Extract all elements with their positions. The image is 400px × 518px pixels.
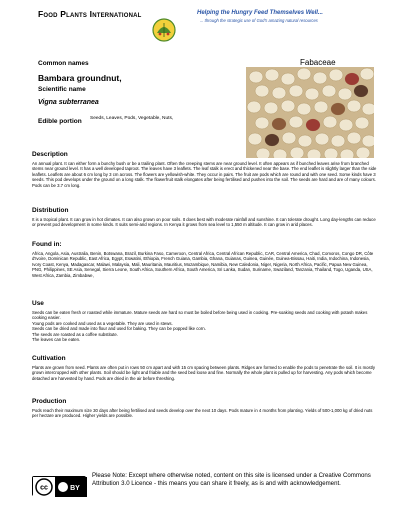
description-text: An annual plant. It can either form a bunchy bush or be a trailing plant. Often the creeping stems are near ground level. It often appears as if bunched leaves arise from branched stems near ground level. It has a well developed taproot. The leaves have 3 leaflets. The leaf stalk is erect and thickened near the base. The end leaflet is slightly larger than the side leaflets. Leaflets are about 6 cm long by 3 cm across. The flowers are yellowish-white. They occur in pairs. The fruit are pods which are round and with one seed. Some kinds have 3 seeds. This pod develops under the ground on a long stalk. The flowerfruit stalk elongates after being fertilised and pushes into the soil. The seeds are hard and are of many colours. Pods can be 3.7 cm long. xyxy=(32,161,377,188)
distribution-text: It is a tropical plant. It can grow in hot climates. It can also grown on poor soils. It does best with moderate rainfall and sunshine. It can tolerate drought. Long day-lengths can reduce or prevent pod development in some kinds. It suits semi-arid regions. In Kenya it grows from sea level to 1,550 m altitude. It can grow in arid places. xyxy=(32,217,376,228)
use-line: Young pods are cooked and used as a vegetable. They are used in stews. xyxy=(32,320,173,326)
use-line: The seeds are roasted as a coffee substitute. xyxy=(32,331,118,337)
cc-by-label: BY xyxy=(70,485,80,492)
license-footer xyxy=(32,472,378,508)
cultivation-text: Plants are grown from seed. Plants are often put in rows 50 cm apart and with 15 cm spacing between plants. Ridges are formed to enable the pods to penetrate the soil. It is mostly grown intercropped with other plants. Soil should be light and friable and the seed bed loose and fine. Normally the whole plant is pulled up for harvesting. Any pods which become detached are harvested by hand. Pods are dried in the air before threshing. xyxy=(32,365,375,381)
edible-portion-label: Edible portion xyxy=(38,118,82,125)
found-in-section xyxy=(32,241,378,278)
cc-label: cc xyxy=(40,484,48,492)
use-line: The leaves can be eaten. xyxy=(32,337,81,343)
use-line: Seeds can be dried and made into flour and used for baking. They can be popped like corn. xyxy=(32,326,206,332)
found-in-text: Africa, Angola, Asia, Australia, Benin, Botswana, Brazil, Burkina Faso, Cameroon, Central Africa, Central African Republic, CAR, Central America, Chad, Comoros, Congo DR, Côte d'Ivoire, Dominican Republic, East Africa, Egypt, Eswatini, Ethiopia, French Guiana, Gambia, Ghana, Guianas, Guinea, Guinée, Guinea-Bissau, Haiti, India, Indochina, Indonesia, Ivory Coast, Kenya, Madagascar, Malawi, Malaysia, Mali, Mauritania, Mauritius, Mozambique, Namibia, New Caledonia, Niger, Nigeria, North Africa, Pacific, Papua New Guinea, PNG, Philippines, SE Asia, Senegal, Sierra Leone, South Africa, Southern Africa, South America, Sri Lanka, Sudan, Suriname, Swaziland, Tanzania, Thailand, Togo, Uganda, USA, West Africa, Zambia, Zimbabwe, xyxy=(32,251,374,278)
seed-photo xyxy=(246,67,374,158)
use-section xyxy=(32,300,378,342)
found-in-heading: Found in: xyxy=(32,241,62,248)
tagline: Helping the Hungry Feed Themselves Well... xyxy=(197,10,323,16)
cultivation-section xyxy=(32,355,378,381)
scientific-name: Vigna subterranea xyxy=(38,99,99,106)
subtagline: ... through the strategic use of God's amazing natural resources xyxy=(200,18,318,23)
brand-title: Food Plants International xyxy=(38,9,142,19)
distribution-section xyxy=(32,207,378,228)
cc-by-icon xyxy=(33,477,87,497)
description-heading: Description xyxy=(32,151,68,158)
cultivation-heading: Cultivation xyxy=(32,355,66,362)
common-name: Bambara groundnut, xyxy=(38,73,122,83)
production-section xyxy=(32,398,378,419)
common-names-label: Common names xyxy=(38,60,89,67)
plant-family: Fabaceae xyxy=(300,58,336,67)
distribution-heading: Distribution xyxy=(32,207,69,214)
bambara-seeds-image xyxy=(246,67,374,158)
page-header xyxy=(0,0,400,50)
creative-commons-badge-icon[interactable] xyxy=(32,476,86,496)
use-heading: Use xyxy=(32,300,44,307)
description-section xyxy=(32,151,378,188)
scientific-name-label: Scientific name xyxy=(38,86,86,93)
edible-portion-value: Seeds, Leaves, Pods, Vegetable, Nuts, xyxy=(90,116,174,121)
food-plants-logo-icon xyxy=(150,15,178,43)
license-note: Please Note: Except where otherwise noted, content on this site is licensed under a Creative Commons Attribution 3.0 Licence - this means you can share it freely, as is and with acknowledgement. xyxy=(92,472,371,488)
use-line: Seeds can be eaten fresh or roasted while immature. Mature seeds are hard so must be boiled before being used in cooking. Pre-soaking seeds and cooking with potash makes cooking easier. xyxy=(32,310,368,321)
production-heading: Production xyxy=(32,398,67,405)
production-text: Pods reach their maximum size 30 days after being fertilised and seeds develop over the next 10 days. Pods mature in 4 months from planting. Yields of 500-1,000 kg of dried nuts per hectare are produced. Higher yields are possible. xyxy=(32,408,373,419)
